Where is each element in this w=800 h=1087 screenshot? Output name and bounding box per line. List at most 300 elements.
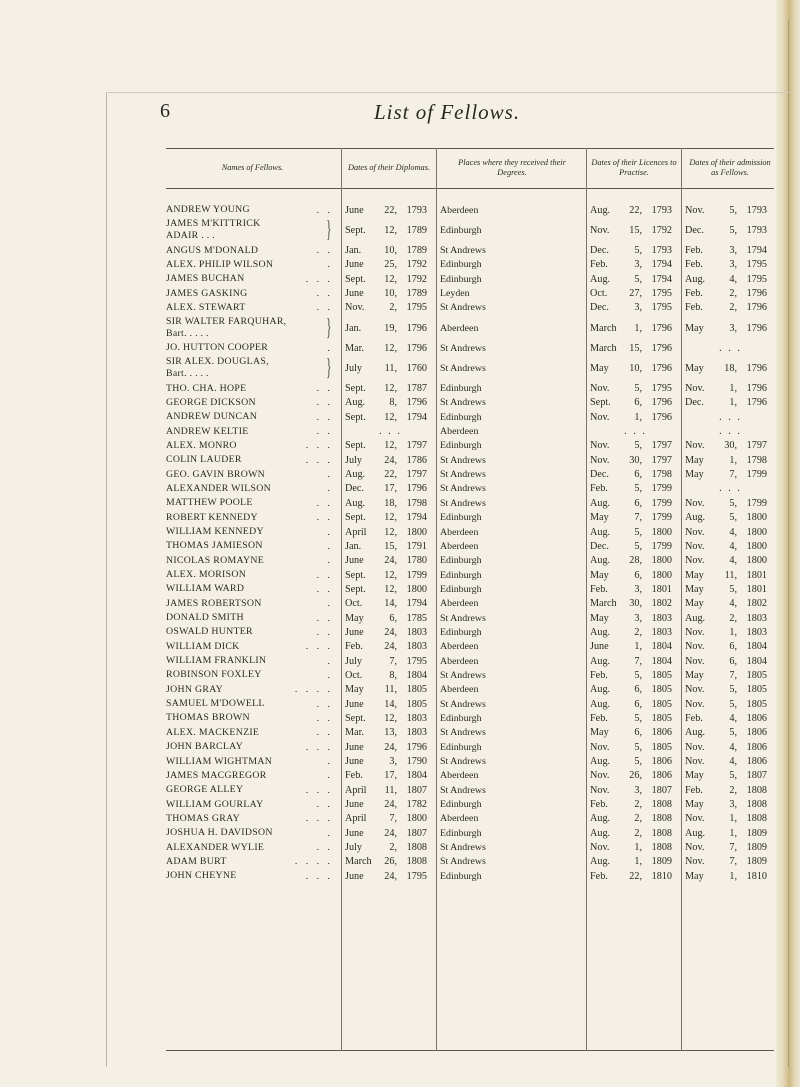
diploma-date-cell <box>341 554 436 568</box>
diploma-month: March <box>345 856 372 868</box>
licence-day: 5, <box>634 383 642 395</box>
table-row <box>164 243 776 257</box>
degree-place: St Andrews <box>440 698 486 710</box>
licence-year: 1807 <box>651 784 672 796</box>
admission-month: May <box>685 583 704 595</box>
admission-day: 5, <box>729 770 737 782</box>
leader-dots: . . <box>316 288 333 300</box>
licence-month: Feb. <box>590 259 608 271</box>
admission-year: 1795 <box>746 273 767 285</box>
diploma-date-cell <box>341 597 436 611</box>
degree-place: St Andrews <box>440 727 486 739</box>
licence-year: 1804 <box>651 641 672 653</box>
admission-month: May <box>685 799 704 811</box>
fellow-name-line: OSWALD HUNTER <box>166 626 253 638</box>
degree-place: St Andrews <box>440 342 486 354</box>
admission-year: 1803 <box>746 626 767 638</box>
admission-day: 4, <box>729 273 737 285</box>
fellow-name <box>166 756 341 768</box>
fellow-name-line: JAMES MACGREGOR <box>166 769 267 781</box>
brace-mark: } <box>326 217 332 244</box>
admission-year: 1806 <box>746 727 767 739</box>
degree-place: Edinburgh <box>440 583 482 595</box>
table-row <box>164 286 776 300</box>
licence-date-cell <box>586 740 681 754</box>
admission-day: 7, <box>729 469 737 481</box>
fellow-name-lines <box>166 784 243 796</box>
diploma-year: 1785 <box>406 612 427 624</box>
admission-month: Nov. <box>685 555 705 567</box>
licence-date-cell <box>586 769 681 783</box>
admission-day: 2, <box>729 302 737 314</box>
table-bottom-rule <box>166 1050 774 1051</box>
diploma-day: 24, <box>384 799 397 811</box>
fellow-name-line: JAMES GASKING <box>166 287 248 299</box>
admission-day: 30, <box>724 440 737 452</box>
licence-day: 5, <box>634 669 642 681</box>
diploma-month: Oct. <box>345 669 363 681</box>
licence-date-cell <box>586 826 681 840</box>
admission-date-cell <box>681 668 776 682</box>
admission-day: 3, <box>729 322 737 334</box>
admission-year: 1806 <box>746 741 767 753</box>
diploma-day: 12, <box>384 273 397 285</box>
admission-year: 1809 <box>746 856 767 868</box>
licence-year: 1796 <box>651 342 672 354</box>
leader-dots: . . . <box>305 870 333 882</box>
fellow-name-line: ADAM BURT <box>166 855 227 867</box>
fellow-name <box>166 856 341 868</box>
fellow-name <box>166 684 341 696</box>
diploma-month: Sept. <box>345 583 366 595</box>
degree-place: St Andrews <box>440 842 486 854</box>
diploma-date-cell <box>341 840 436 854</box>
admission-date-cell <box>681 496 776 510</box>
admission-day: 5, <box>729 497 737 509</box>
fellow-name-cell <box>164 783 341 797</box>
admission-day: 6, <box>729 641 737 653</box>
fellow-name-cell <box>164 869 341 883</box>
diploma-year: 1797 <box>406 469 427 481</box>
diploma-date-cell <box>341 496 436 510</box>
table-row <box>164 203 776 217</box>
degree-place: Edinburgh <box>440 512 482 524</box>
licence-year: 1799 <box>651 540 672 552</box>
admission-date-cell <box>681 511 776 525</box>
degree-place: Edinburgh <box>440 555 482 567</box>
leader-dots: . . <box>316 245 333 257</box>
admission-month: Aug. <box>685 827 706 839</box>
admission-day: 4, <box>729 555 737 567</box>
table-row <box>164 740 776 754</box>
fellow-name-cell <box>164 482 341 496</box>
fellow-name-lines <box>166 856 227 868</box>
diploma-day: 24, <box>384 827 397 839</box>
degree-place: Edinburgh <box>440 569 482 581</box>
admission-day: 4, <box>729 598 737 610</box>
diploma-day: 11, <box>384 784 397 796</box>
admission-blank: . . . <box>719 426 742 438</box>
admission-month: Nov. <box>685 626 705 638</box>
fellow-name-lines <box>166 288 247 300</box>
admission-year: 1796 <box>746 383 767 395</box>
fellow-name-lines <box>166 483 271 495</box>
diploma-year: 1790 <box>406 756 427 768</box>
diploma-month: Sept. <box>345 273 366 285</box>
admission-date-cell <box>681 582 776 596</box>
admission-year: 1799 <box>746 469 767 481</box>
diploma-month: Mar. <box>345 342 364 354</box>
admission-year: 1803 <box>746 612 767 624</box>
degree-place: Aberdeen <box>440 540 479 552</box>
admission-year: 1808 <box>746 813 767 825</box>
diploma-year: 1796 <box>406 741 427 753</box>
admission-month: May <box>685 362 704 374</box>
table-row <box>164 668 776 682</box>
admission-year: 1809 <box>746 842 767 854</box>
admission-year: 1809 <box>746 827 767 839</box>
leader-dots: . . <box>316 383 333 395</box>
column-header-names: Names of Fellows. <box>221 163 284 172</box>
fellow-name-lines <box>166 273 244 285</box>
diploma-day: 12, <box>384 712 397 724</box>
admission-month: Aug. <box>685 273 706 285</box>
degree-place: St Andrews <box>440 497 486 509</box>
admission-date-cell <box>681 840 776 854</box>
admission-month: Nov. <box>685 813 705 825</box>
licence-day: 6, <box>634 397 642 409</box>
diploma-date-cell <box>341 783 436 797</box>
diploma-date-cell <box>341 869 436 883</box>
admission-date-cell <box>681 301 776 315</box>
degree-place: Edinburgh <box>440 626 482 638</box>
admission-day: 4, <box>729 712 737 724</box>
admission-year: 1796 <box>746 288 767 300</box>
diploma-month: Nov. <box>345 302 365 314</box>
fellow-name-line: ALEX. STEWART <box>166 301 246 313</box>
fellow-name-lines <box>166 454 242 466</box>
table-row <box>164 341 776 355</box>
table-row <box>164 381 776 395</box>
licence-month: Feb. <box>590 799 608 811</box>
licence-year: 1805 <box>651 684 672 696</box>
licence-date-cell <box>586 625 681 639</box>
fellow-name-line: JOHN BARCLAY <box>166 741 243 753</box>
admission-day: 1, <box>729 827 737 839</box>
fellow-name-lines <box>166 583 244 595</box>
diploma-month: Aug. <box>345 397 366 409</box>
admission-year: 1794 <box>746 245 767 257</box>
diploma-day: 2, <box>389 302 397 314</box>
degree-place: Aberdeen <box>440 598 479 610</box>
column-header-licences: Dates of their Licences to Practise. <box>591 158 677 177</box>
fellow-name <box>166 356 341 380</box>
scan-frame-top <box>106 92 794 93</box>
licence-year: 1808 <box>651 827 672 839</box>
licence-blank: . . . <box>624 426 647 438</box>
diploma-year: 1793 <box>406 204 427 216</box>
admission-day: 5, <box>729 512 737 524</box>
degree-place-cell <box>436 740 586 754</box>
table-row <box>164 855 776 869</box>
fellow-name <box>166 641 341 653</box>
admission-date-cell <box>681 769 776 783</box>
licence-month: May <box>590 569 609 581</box>
licence-year: 1800 <box>651 569 672 581</box>
diploma-day: 11, <box>384 362 397 374</box>
licence-day: 1, <box>634 411 642 423</box>
leader-dots: . . <box>316 626 333 638</box>
admission-date-cell <box>681 424 776 438</box>
degree-place: Aberdeen <box>440 770 479 782</box>
admission-month: Feb. <box>685 245 703 257</box>
admission-month: May <box>685 770 704 782</box>
admission-day: 4, <box>729 741 737 753</box>
licence-day: 26, <box>629 770 642 782</box>
degree-place: Aberdeen <box>440 426 479 438</box>
fellow-name-cell <box>164 453 341 467</box>
diploma-date-cell <box>341 424 436 438</box>
admission-date-cell <box>681 740 776 754</box>
licence-date-cell <box>586 511 681 525</box>
licence-year: 1796 <box>651 397 672 409</box>
admission-month: Feb. <box>685 302 703 314</box>
admission-date-cell <box>681 754 776 768</box>
licence-day: 3, <box>634 583 642 595</box>
licence-day: 7, <box>634 655 642 667</box>
fellow-name <box>166 454 341 466</box>
diploma-date-cell <box>341 272 436 286</box>
diploma-day: 24, <box>384 555 397 567</box>
diploma-date-cell <box>341 539 436 553</box>
fellow-name-cell <box>164 525 341 539</box>
admission-month: Aug. <box>685 612 706 624</box>
admission-day: 18, <box>724 362 737 374</box>
licence-month: Feb. <box>590 583 608 595</box>
diploma-month: Feb. <box>345 641 363 653</box>
degree-place-cell <box>436 511 586 525</box>
diploma-date-cell <box>341 315 436 341</box>
admission-day: 2, <box>729 784 737 796</box>
admission-year: 1810 <box>746 870 767 882</box>
table-row <box>164 272 776 286</box>
admission-month: Nov. <box>685 204 705 216</box>
fellow-name-lines <box>166 842 264 854</box>
admission-date-cell <box>681 341 776 355</box>
licence-date-cell <box>586 554 681 568</box>
fellow-name-line: WILLIAM WIGHTMAN <box>166 755 273 767</box>
fellow-name-cell <box>164 203 341 217</box>
fellow-name <box>166 827 341 839</box>
licence-year: 1806 <box>651 756 672 768</box>
degree-place-cell <box>436 315 586 341</box>
diploma-day: 12, <box>384 512 397 524</box>
degree-place: St Andrews <box>440 397 486 409</box>
licence-month: Nov. <box>590 383 610 395</box>
leader-dots: . <box>327 259 333 271</box>
fellow-name-lines <box>166 827 273 839</box>
leader-dots: . <box>327 655 333 667</box>
diploma-month: July <box>345 454 362 466</box>
licence-month: Aug. <box>590 827 611 839</box>
admission-month: Nov. <box>685 497 705 509</box>
admission-month: May <box>685 322 704 334</box>
degree-place-cell <box>436 783 586 797</box>
leader-dots: . . . <box>305 741 333 753</box>
diploma-year: 1798 <box>406 497 427 509</box>
fellow-name <box>166 555 341 567</box>
degree-place-cell <box>436 869 586 883</box>
diploma-year: 1794 <box>406 598 427 610</box>
licence-date-cell <box>586 355 681 381</box>
fellow-name <box>166 612 341 624</box>
diploma-date-cell <box>341 640 436 654</box>
degree-place-cell <box>436 826 586 840</box>
licence-date-cell <box>586 711 681 725</box>
diploma-month: Jan. <box>345 322 362 334</box>
diploma-month: Sept. <box>345 411 366 423</box>
fellow-name <box>166 383 341 395</box>
admission-date-cell <box>681 640 776 654</box>
fellow-name <box>166 483 341 495</box>
degree-place: St Andrews <box>440 756 486 768</box>
fellow-name <box>166 698 341 710</box>
licence-month: Nov. <box>590 741 610 753</box>
licence-date-cell <box>586 525 681 539</box>
degree-place: Edinburgh <box>440 827 482 839</box>
diploma-day: 12, <box>384 440 397 452</box>
brace-mark: } <box>326 355 332 382</box>
admission-date-cell <box>681 554 776 568</box>
licence-day: 5, <box>634 245 642 257</box>
admission-year: 1805 <box>746 684 767 696</box>
admission-month: Nov. <box>685 842 705 854</box>
licence-month: June <box>590 641 609 653</box>
licence-year: 1799 <box>651 497 672 509</box>
licence-year: 1805 <box>651 698 672 710</box>
admission-date-cell <box>681 203 776 217</box>
table-row <box>164 840 776 854</box>
fellow-name-line: THOMAS GRAY <box>166 812 240 824</box>
admission-day: 4, <box>729 540 737 552</box>
fellow-name-cell <box>164 697 341 711</box>
licence-date-cell <box>586 654 681 668</box>
table-row <box>164 754 776 768</box>
admission-date-cell <box>681 869 776 883</box>
diploma-month: June <box>345 626 364 638</box>
leader-dots: . . . . <box>294 856 333 868</box>
diploma-month: June <box>345 756 364 768</box>
licence-date-cell <box>586 568 681 582</box>
licence-day: 15, <box>629 224 642 236</box>
licence-day: 5, <box>634 483 642 495</box>
diploma-day: 17, <box>384 770 397 782</box>
fellow-name-line: ANDREW YOUNG <box>166 204 250 216</box>
admission-year: 1807 <box>746 770 767 782</box>
diploma-month: May <box>345 684 364 696</box>
admission-date-cell <box>681 355 776 381</box>
licence-day: 6, <box>634 497 642 509</box>
admission-year: 1800 <box>746 526 767 538</box>
diploma-day: 12, <box>384 526 397 538</box>
licence-day: 30, <box>629 598 642 610</box>
degree-place-cell <box>436 525 586 539</box>
fellow-name-lines <box>166 741 243 753</box>
admission-date-cell <box>681 439 776 453</box>
licence-year: 1810 <box>651 870 672 882</box>
degree-place: Edinburgh <box>440 411 482 423</box>
fellow-name-lines <box>166 218 260 242</box>
fellow-name <box>166 497 341 509</box>
fellow-name <box>166 469 341 481</box>
fellow-name-cell <box>164 769 341 783</box>
fellow-name-cell <box>164 467 341 481</box>
licence-year: 1799 <box>651 483 672 495</box>
degree-place: Aberdeen <box>440 204 479 216</box>
licence-date-cell <box>586 439 681 453</box>
degree-place-cell <box>436 258 586 272</box>
admission-month: Feb. <box>685 259 703 271</box>
licence-month: Dec. <box>590 540 609 552</box>
fellow-name-line: THOMAS JAMIESON <box>166 540 263 552</box>
fellow-name <box>166 569 341 581</box>
admission-day: 1, <box>729 626 737 638</box>
diploma-year: 1780 <box>406 555 427 567</box>
fellow-name-cell <box>164 711 341 725</box>
diploma-month: Jan. <box>345 245 362 257</box>
fellow-name-cell <box>164 754 341 768</box>
licence-month: Dec. <box>590 302 609 314</box>
admission-month: Feb. <box>685 712 703 724</box>
licence-month: Feb. <box>590 870 608 882</box>
fellow-name-cell <box>164 539 341 553</box>
licence-year: 1793 <box>651 245 672 257</box>
diploma-date-cell <box>341 341 436 355</box>
fellow-name <box>166 426 341 438</box>
degree-place: Edinburgh <box>440 741 482 753</box>
degree-place: Edinburgh <box>440 383 482 395</box>
licence-day: 22, <box>629 870 642 882</box>
licence-date-cell <box>586 697 681 711</box>
diploma-month: Sept. <box>345 712 366 724</box>
licence-month: Aug. <box>590 555 611 567</box>
leader-dots: . <box>327 598 333 610</box>
fellow-name <box>166 669 341 681</box>
table-row <box>164 597 776 611</box>
leader-dots: . . <box>316 397 333 409</box>
diploma-day: 6, <box>389 612 397 624</box>
admission-year: 1806 <box>746 756 767 768</box>
degree-place: Edinburgh <box>440 799 482 811</box>
diploma-year: 1792 <box>406 259 427 271</box>
diploma-month: Feb. <box>345 770 363 782</box>
licence-month: Aug. <box>590 273 611 285</box>
table-row <box>164 711 776 725</box>
fellow-name <box>166 626 341 638</box>
degree-place-cell <box>436 439 586 453</box>
degree-place-cell <box>436 625 586 639</box>
fellow-name-line: ALEX. MACKENZIE <box>166 726 260 738</box>
licence-date-cell <box>586 341 681 355</box>
fellow-name-line: ALEX. PHILIP WILSON <box>166 258 274 270</box>
licence-date-cell <box>586 258 681 272</box>
degree-place-cell <box>436 272 586 286</box>
table-row <box>164 769 776 783</box>
diploma-day: 10, <box>384 288 397 300</box>
fellow-name-line: JAMES M'KITTRICK <box>166 218 261 230</box>
diploma-blank: . . . <box>379 426 402 438</box>
licence-date-cell <box>586 482 681 496</box>
